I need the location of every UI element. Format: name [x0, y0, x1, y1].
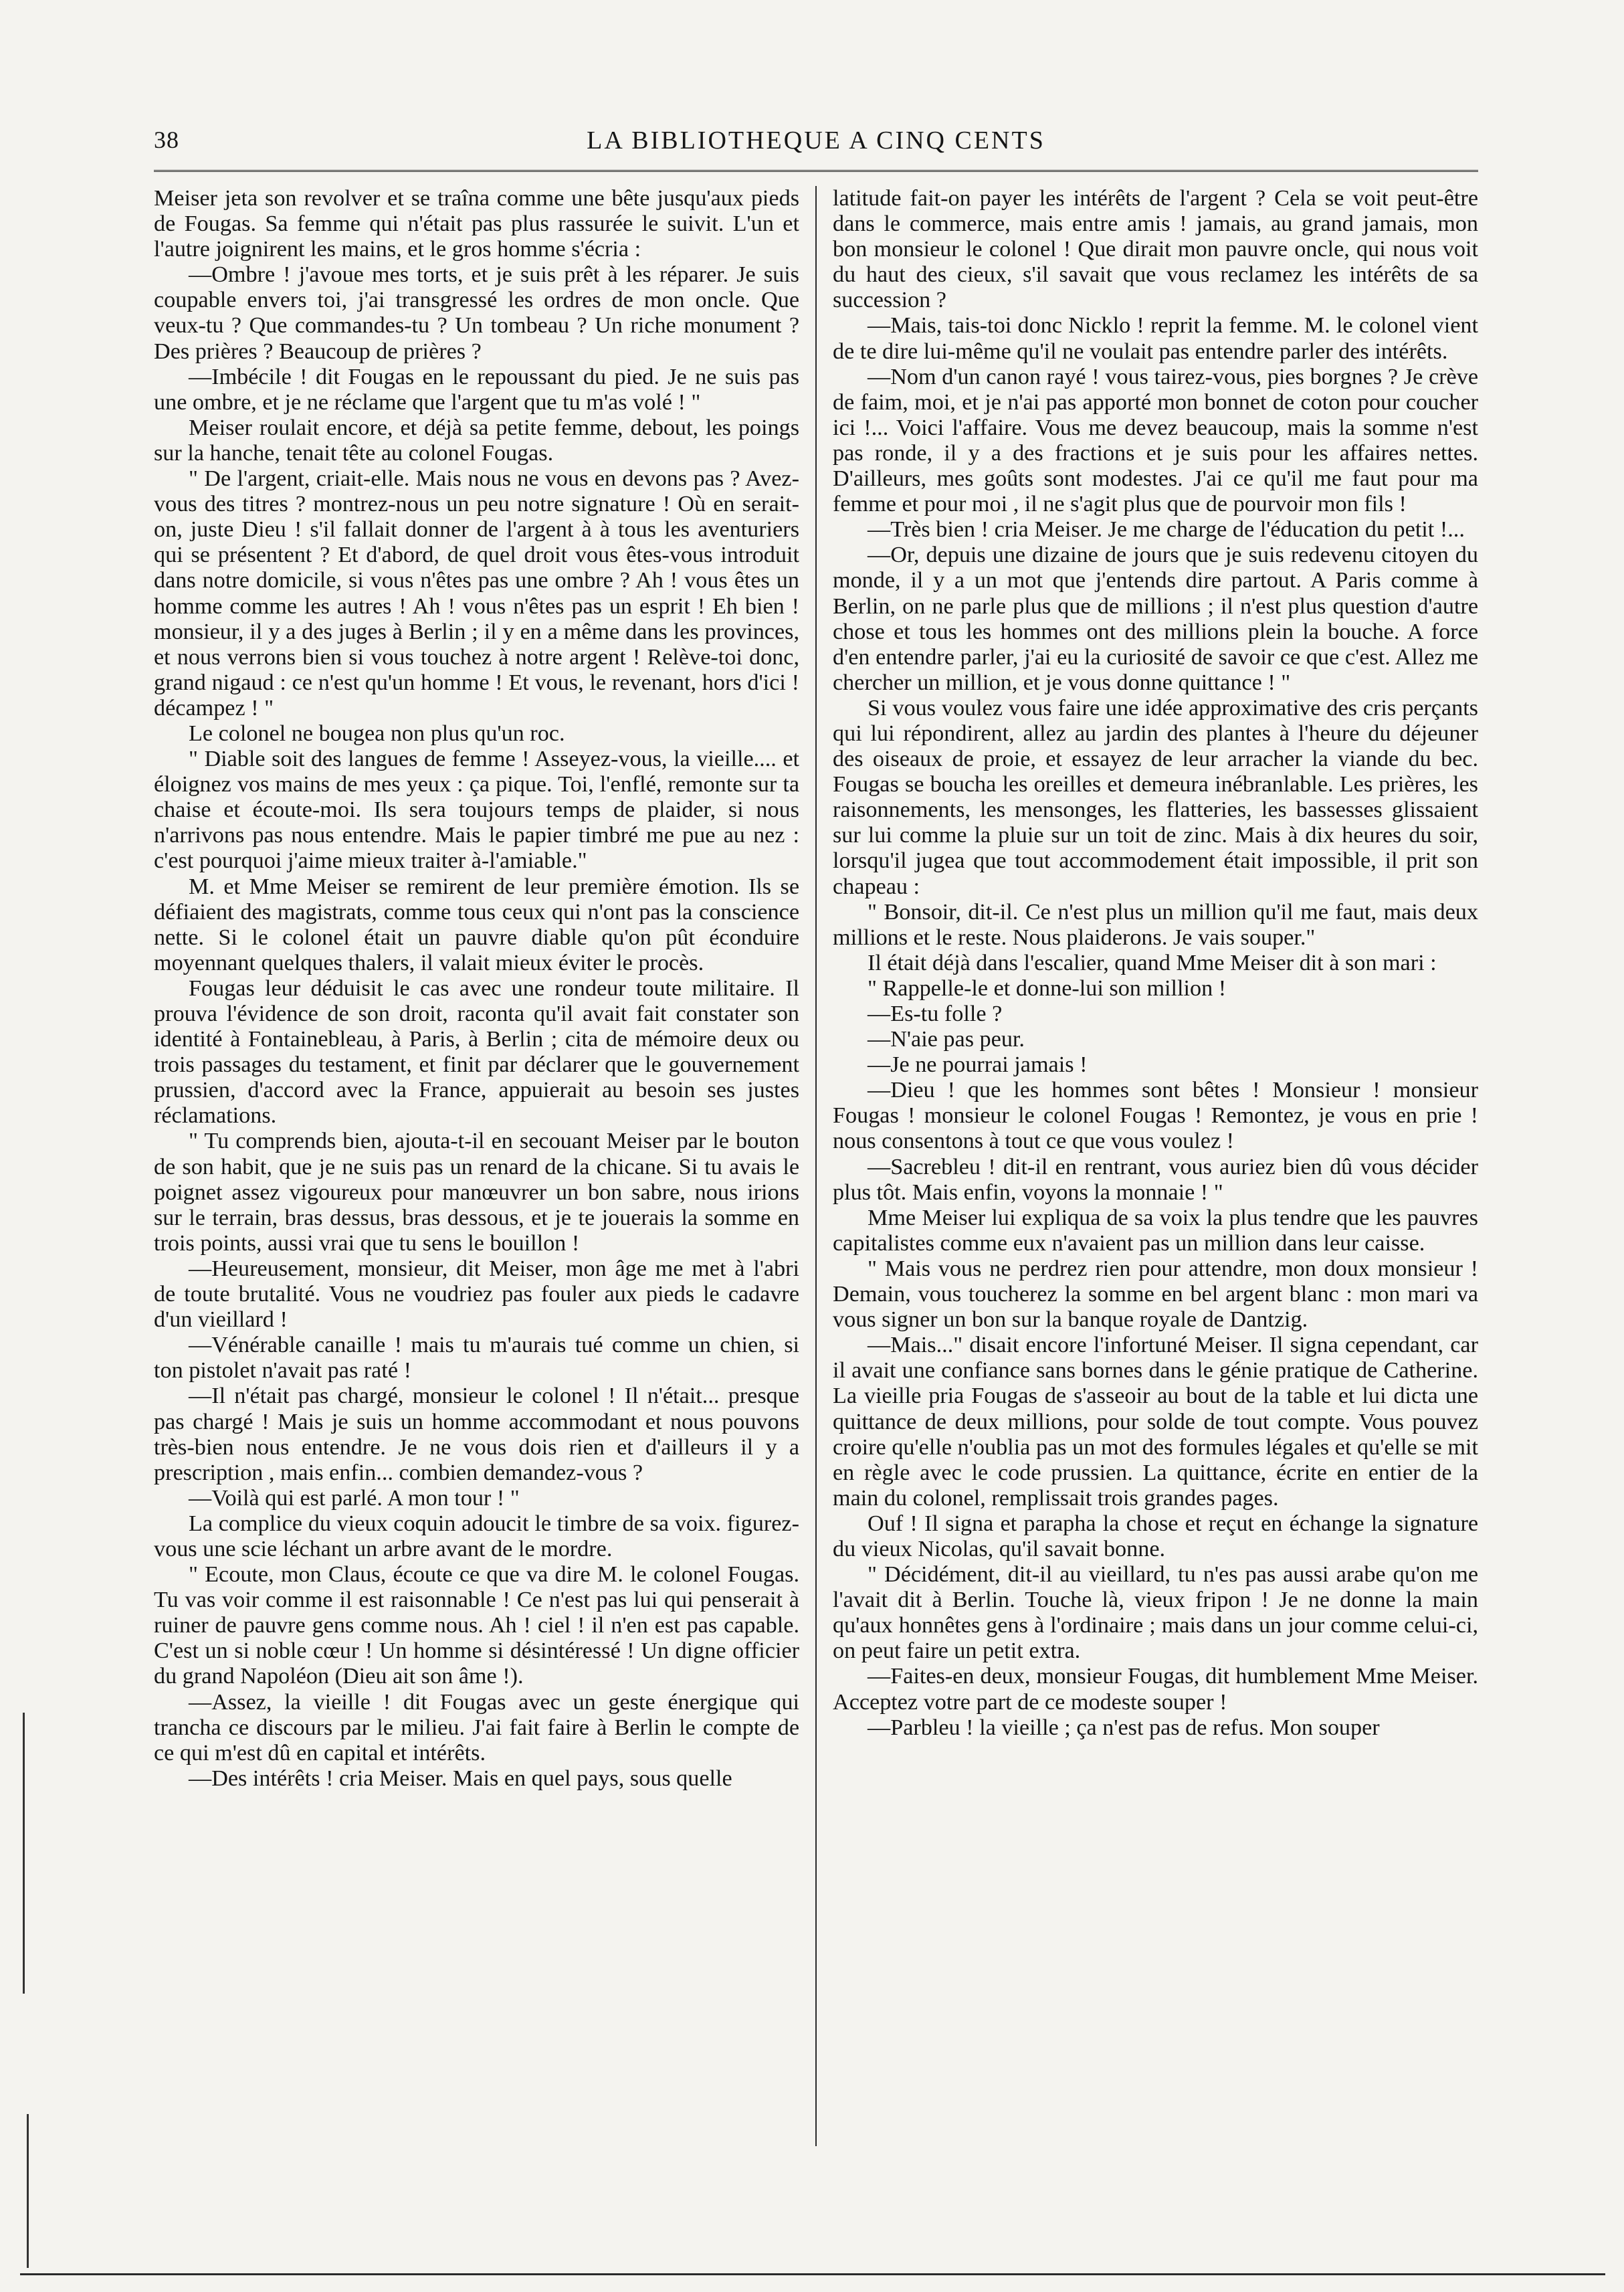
paragraph: Mme Meiser lui expliqua de sa voix la plus tendre que les pauvres capitalistes comme eux n'avaient pas un million dans leur caisse.: [833, 1205, 1478, 1256]
paragraph: " Tu comprends bien, ajouta-t-il en secouant Meiser par le bouton de son habit, que je ne suis pas un renard de la chicane. Si tu avais le poignet assez vigoureux pour manœuvrer un bon sabre, nous irions sur le terrain, bras dessus, bras dessous, et je te jouerais la somme en trois points, aussi vrai que tu sens le bouillon !: [154, 1129, 799, 1256]
column-divider: [815, 186, 817, 2146]
paragraph: —Voilà qui est parlé. A mon tour ! ": [189, 1485, 520, 1511]
paragraph: —Assez, la vieille ! dit Fougas avec un geste énergique qui trancha ce discours par le milieu. J'ai fait faire à Berlin le compte de ce qui m'est dû en capital et intérêts.: [154, 1689, 799, 1765]
paragraph: —Mais..." disait encore l'infortuné Meiser. Il signa cependant, car il avait une confiance sans bornes dans le génie pratique de Catherine. La vieille pria Fougas de s'asseoir au bout de la table et lui dicta une quittance de deux millions, pour solde de tout compte. Vous pouvez croire qu'elle n'oublia pas un mot des formules légales et qu'elle se mit en règle avec le code prussien. La quittance, écrite en entier de la main du colonel, remplissait trois grandes pages.: [833, 1333, 1478, 1511]
paragraph: La complice du vieux coquin adoucit le timbre de sa voix. figurez-vous une scie léchant un arbre avant de le mordre.: [154, 1511, 799, 1561]
paragraph: —Nom d'un canon rayé ! vous tairez-vous, pies borgnes ? Je crève de faim, moi, et je n'ai pas apporté mon bonnet de coton pour coucher ici !... Voici l'affaire. Vous me devez beaucoup, mais la somme n'est pas ronde, il y a des fractions et je suis pour les affaires nettes. D'ailleurs, mes goûts sont modestes. J'ai ce qu'il me faut pour ma femme et pour moi , il ne s'agit plus que de pourvoir mon fils !: [833, 364, 1478, 517]
paragraph: —Il n'était pas chargé, monsieur le colonel ! Il n'était... presque pas chargé ! Mais je suis un homme accommodant et nous pouvons très-bien nous entendre. Je ne vous dois rien et d'ailleurs il y a prescription , mais enfin... combien demandez-vous ?: [154, 1383, 799, 1485]
paragraph: —N'aie pas peur.: [868, 1027, 1025, 1052]
paragraph: —Ombre ! j'avoue mes torts, et je suis prêt à les réparer. Je suis coupable envers toi, j'ai transgressé les ordres de mon oncle. Que veux-tu ? Que commandes-tu ? Un tombeau ? Un riche monument ? Des prières ? Beaucoup de prières ?: [154, 262, 799, 364]
paragraph: " Ecoute, mon Claus, écoute ce que va dire M. le colonel Fougas. Tu vas voir comme il est raisonnable ! Ce n'est pas lui qui penserait à ruiner de pauvre gens comme nous. Ah ! ciel ! il n'en est pas capable. C'est un si noble cœur ! Un homme si désintéressé ! Un digne officier du grand Napoléon (Dieu ait son âme !).: [154, 1562, 799, 1689]
binding-edge-mark: [27, 2114, 29, 2268]
paragraph: " Diable soit des langues de femme ! Asseyez-vous, la vieille.... et éloignez vos mains de mes yeux : ça pique. Toi, l'enflé, remonte sur ta chaise et écoute-moi. Ils sera toujours temps de plaider, si nous n'arrivons pas nous entendre. Mais le papier timbré me pue au nez : c'est pourquoi j'aime mieux traiter à-l'amiable.": [154, 747, 799, 874]
paragraph: —Des intérêts ! cria Meiser. Mais en quel pays, sous quelle: [189, 1765, 732, 1791]
paragraph: Il était déjà dans l'escalier, quand Mme Meiser dit à son mari :: [868, 950, 1437, 975]
paragraph: —Imbécile ! dit Fougas en le repoussant du pied. Je ne suis pas une ombre, et je ne réclame que l'argent que tu m'as volé ! ": [154, 364, 799, 415]
page-header: [154, 126, 1478, 166]
paragraph: latitude fait-on payer les intérêts de l'argent ? Cela se voit peut-être dans le commerce, mais entre amis ! jamais, au grand jamais, mon bon monsieur le colonel ! Que dirait mon pauvre oncle, qui nous voit du haut des cieux, s'il savait que vous reclamez les intérêts de sa succession ?: [833, 186, 1478, 313]
paragraph: Fougas leur déduisit le cas avec une rondeur toute militaire. Il prouva l'évidence de son droit, raconta qu'il avait fait constater son identité à Fontainebleau, à Paris, à Berlin ; cita de mémoire deux ou trois passages du testament, et finit par déclarer que le gouvernement prussien, d'accord avec la France, appuierait au besoin ses justes réclamations.: [154, 975, 799, 1129]
paragraph: Le colonel ne bougea non plus qu'un roc.: [189, 721, 565, 746]
paragraph: —Je ne pourrai jamais !: [868, 1052, 1088, 1078]
header-rule: [154, 170, 1478, 172]
paragraph: —Heureusement, monsieur, dit Meiser, mon âge me met à l'abri de toute brutalité. Vous ne voudriez pas fouler aux pieds le cadavre d'un vieillard !: [154, 1256, 799, 1333]
paragraph: Meiser jeta son revolver et se traîna comme une bête jusqu'aux pieds de Fougas. Sa femme qui n'était pas plus rassurée le suivit. L'un et l'autre joignirent les mains, et le gros homme s'écria :: [154, 186, 799, 262]
paragraph: " Décidément, dit-il au vieillard, tu n'es pas aussi arabe qu'on me l'avait dit à Berlin. Touche là, vieux fripon ! Je ne donne la main qu'aux honnêtes gens à l'ordinaire ; mais dans un jour comme celui-ci, on peut faire un petit extra.: [833, 1562, 1478, 1664]
paragraph: —Sacrebleu ! dit-il en rentrant, vous auriez bien dû vous décider plus tôt. Mais enfin, voyons la monnaie ! ": [833, 1154, 1478, 1205]
paragraph: —Faites-en deux, monsieur Fougas, dit humblement Mme Meiser. Acceptez votre part de ce modeste souper !: [833, 1664, 1478, 1715]
paragraph: —Dieu ! que les hommes sont bêtes ! Monsieur ! monsieur Fougas ! monsieur le colonel Fougas ! Remontez, je vous en prie ! nous consentons à tout ce que vous voulez !: [833, 1078, 1478, 1154]
paragraph: Si vous voulez vous faire une idée approximative des cris perçants qui lui répondirent, allez au jardin des plantes à l'heure du déjeuner des oiseaux de proie, et essayez de leur arracher la viande du bec. Fougas se boucha les oreilles et demeura inébranlable. Les prières, les raisonnements, les mensonges, les flatteries, les bassesses glissaient sur lui comme la pluie sur un toit de zinc. Mais à dix heures du soir, lorsqu'il jugea que tout accommodement était impossible, il prit son chapeau :: [833, 695, 1478, 899]
paragraph: " De l'argent, criait-elle. Mais nous ne vous en devons pas ? Avez-vous des titres ? montrez-nous un peu notre signature ! Où en serait-on, juste Dieu ! s'il fallait donner de l'argent à à tous les aventuriers qui se présentent ? Et d'abord, de quel droit vous êtes-vous introduit dans notre domicile, si vous n'êtes pas une ombre ? Ah ! vous êtes un homme comme les autres ! Ah ! vous n'êtes pas un esprit ! Eh bien ! monsieur, il y a des juges à Berlin ; il y en a même dans les provinces, et nous verrons bien si vous touchez à notre argent ! Relève-toi donc, grand nigaud : ce n'est qu'un homme ! Et vous, le revenant, hors d'ici ! décampez ! ": [154, 466, 799, 721]
paragraph: —Parbleu ! la vieille ; ça n'est pas de refus. Mon souper: [868, 1715, 1380, 1740]
page-number: 38: [154, 126, 179, 153]
paragraph: Meiser roulait encore, et déjà sa petite femme, debout, les poings sur la hanche, tenait tête au colonel Fougas.: [154, 415, 799, 466]
paragraph: " Mais vous ne perdrez rien pour attendre, mon doux monsieur ! Demain, vous toucherez la somme en bel argent blanc : mon mari va vous signer un bon sur la banque royale de Dantzig.: [833, 1256, 1478, 1333]
paragraph: —Or, depuis une dizaine de jours que je suis redevenu citoyen du monde, il y a un mot que j'entends dire partout. A Paris comme à Berlin, on ne parle plus que de millions ; il n'est plus question d'autre chose et tous les hommes ont des millions plein la bouche. A force d'en entendre parler, j'ai eu la curiosité de savoir ce que c'est. Allez me chercher un million, et je vous donne quittance ! ": [833, 543, 1478, 695]
paragraph: —Très bien ! cria Meiser. Je me charge de l'éducation du petit !...: [868, 517, 1465, 543]
running-title: LA BIBLIOTHEQUE A CINQ CENTS: [587, 126, 1045, 155]
paragraph: M. et Mme Meiser se remirent de leur première émotion. Ils se défiaient des magistrats, comme tous ceux qui n'ont pas la conscience nette. Si le colonel était un pauvre diable qu'on pût éconduire moyennant quelques thalers, il valait mieux éviter le procès.: [154, 874, 799, 975]
paragraph: —Vénérable canaille ! mais tu m'aurais tué comme un chien, si ton pistolet n'avait pas raté !: [154, 1333, 799, 1383]
paragraph: Ouf ! Il signa et parapha la chose et reçut en échange la signature du vieux Nicolas, qu'il savait bonne.: [833, 1511, 1478, 1561]
paragraph: —Mais, tais-toi donc Nicklo ! reprit la femme. M. le colonel vient de te dire lui-même qu'il ne voulait pas entendre parler des intérêts.: [833, 313, 1478, 364]
bottom-rule: [20, 2273, 1605, 2275]
paragraph: " Rappelle-le et donne-lui son million !: [868, 975, 1227, 1001]
right-column: [833, 186, 1478, 2180]
paragraph: " Bonsoir, dit-il. Ce n'est plus un million qu'il me faut, mais deux millions et le reste. Nous plaiderons. Je vais souper.": [833, 899, 1478, 950]
left-column: [154, 186, 799, 2180]
binding-edge-mark: [23, 1713, 25, 1994]
paragraph: —Es-tu folle ?: [868, 1001, 1003, 1026]
